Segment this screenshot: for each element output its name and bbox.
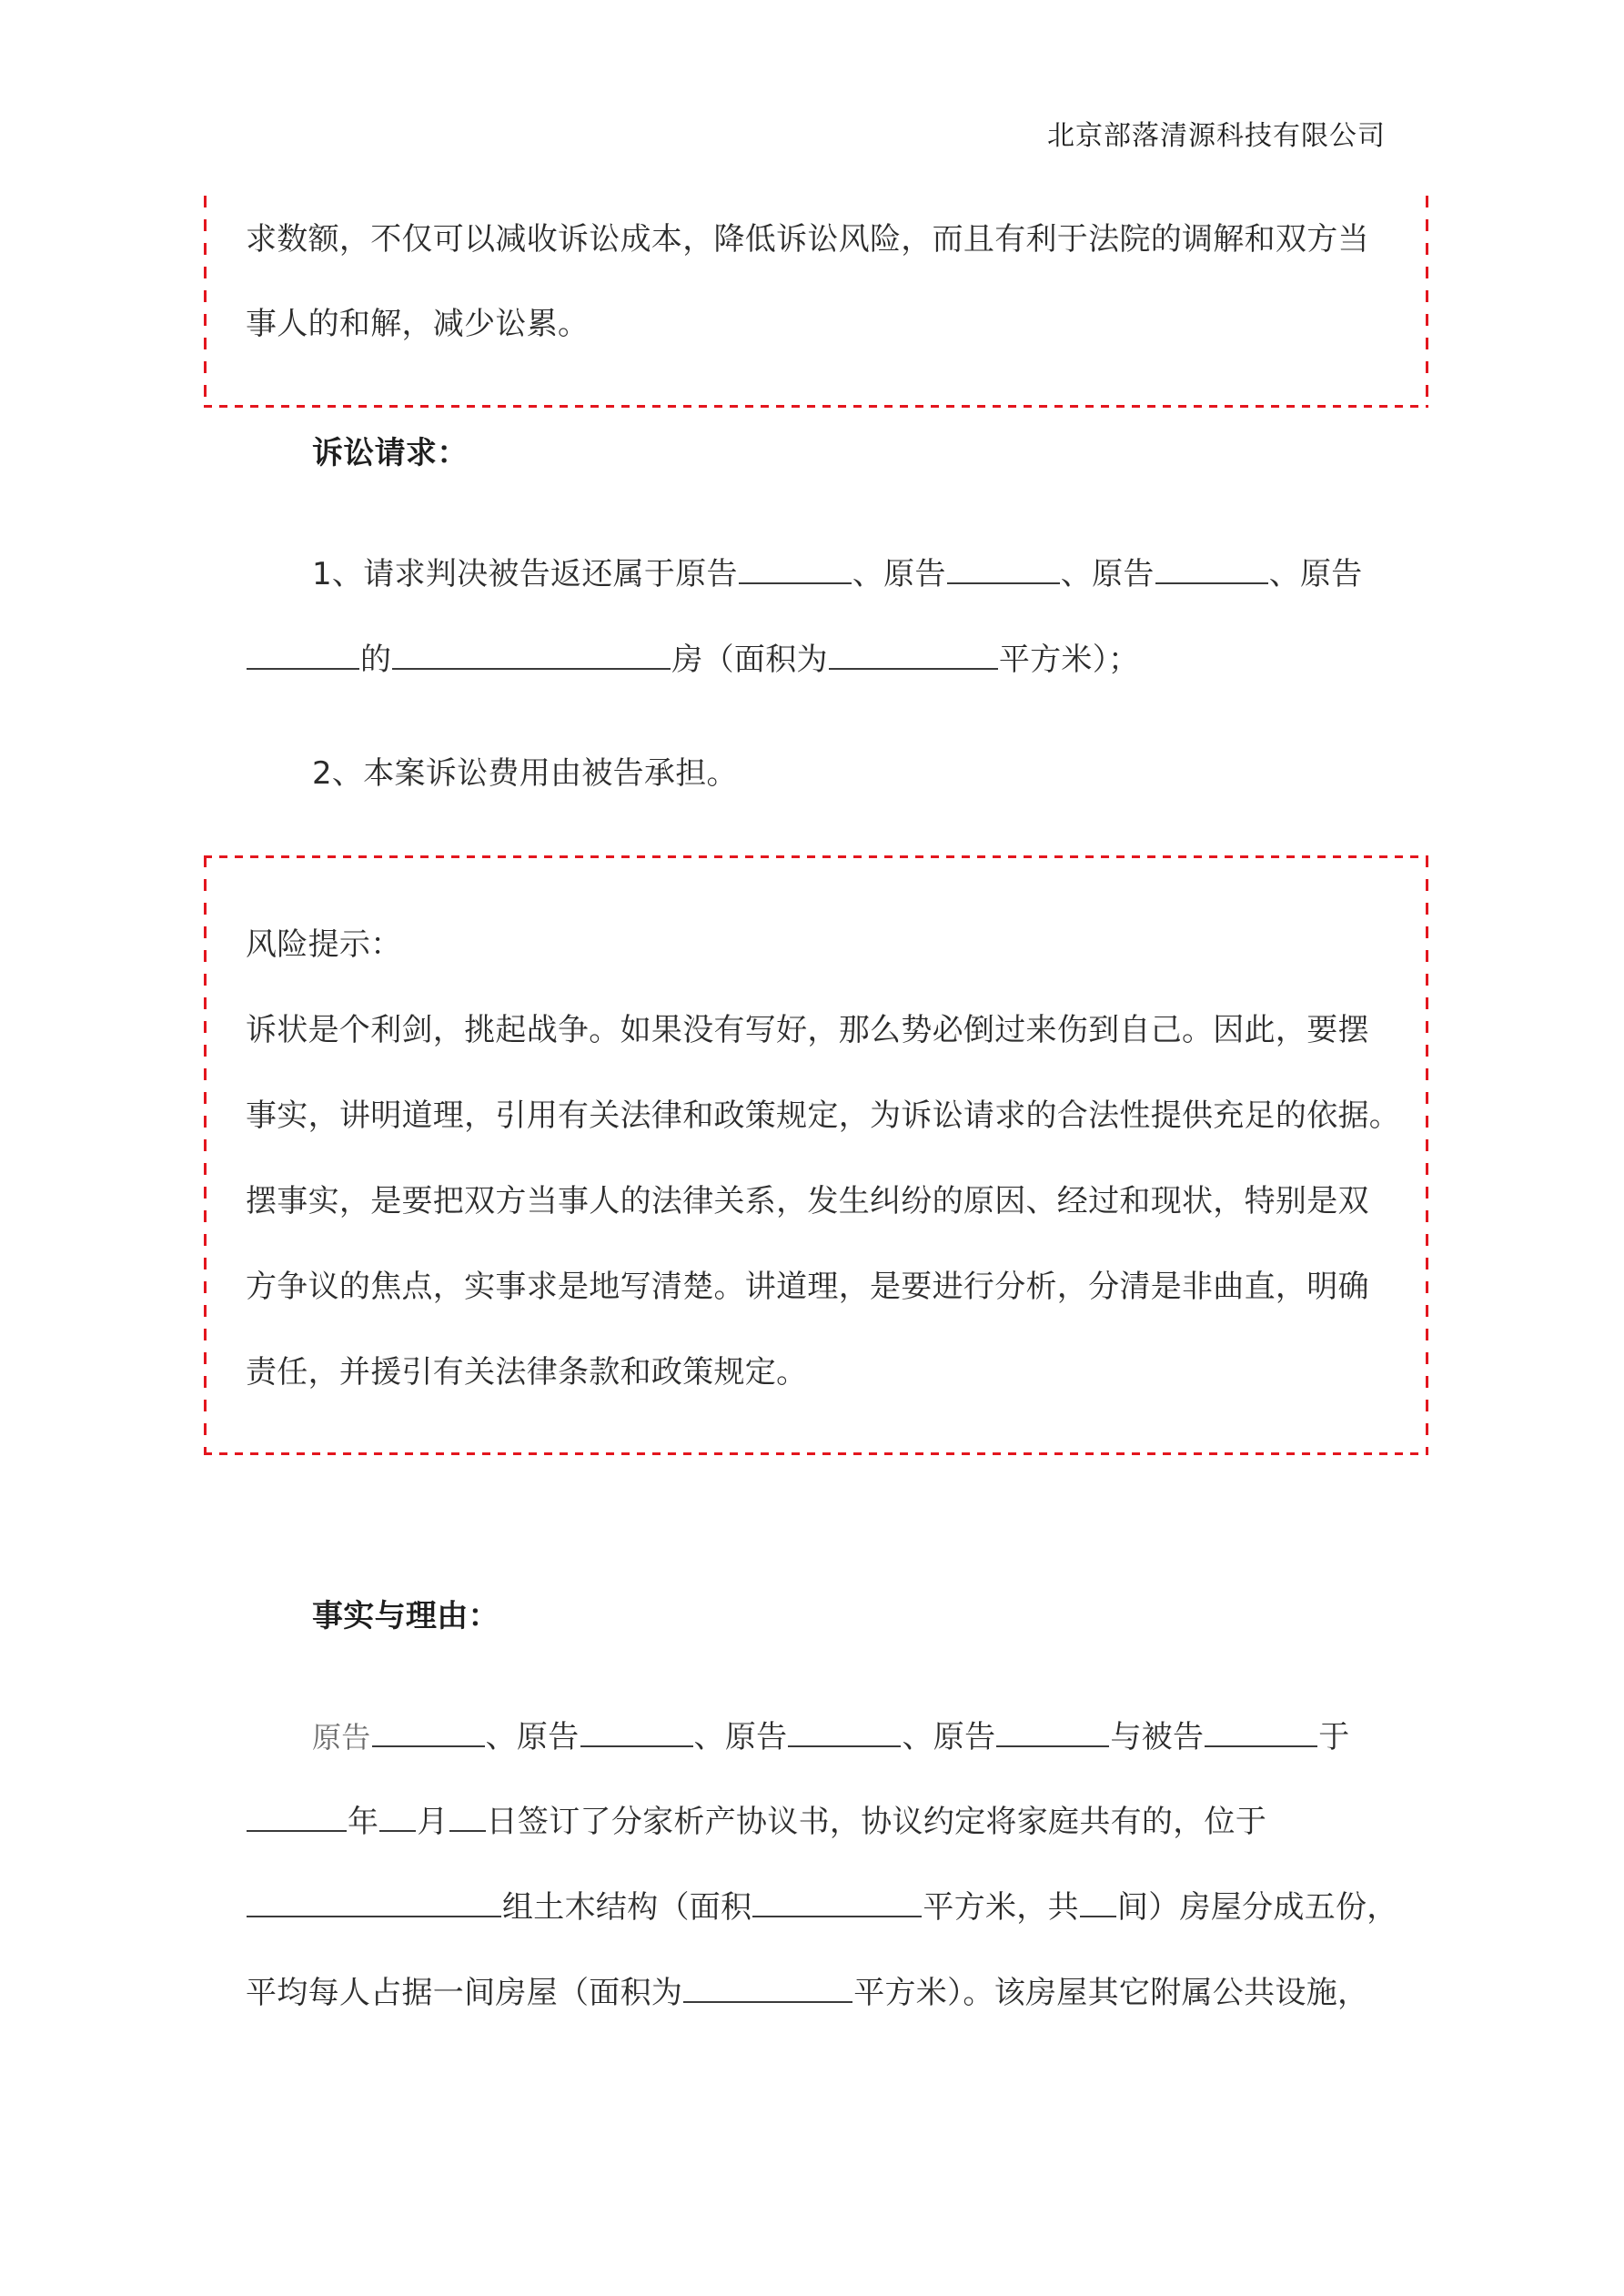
dashed-border-bottom — [204, 1452, 1428, 1455]
separator: 、 — [485, 1719, 517, 1755]
separator: 、 — [1268, 556, 1300, 592]
plaintiff-label: 原告 — [933, 1719, 996, 1755]
dashed-border-bottom — [204, 405, 1428, 408]
dashed-border-right — [1426, 196, 1428, 408]
plaintiff-label: 原告 — [1300, 556, 1363, 592]
facts-line-3 — [246, 1885, 1398, 1926]
risk-tip-line: 方争议的焦点，实事求是地写清楚。讲道理，是要进行分析，分清是非曲直，明确 — [246, 1269, 1369, 1305]
claim-item-1-line1 — [312, 551, 1363, 592]
separator: 、 — [852, 556, 884, 592]
facts-line-4 — [246, 1970, 1368, 2011]
blank-field[interactable] — [392, 637, 671, 670]
blank-field[interactable] — [829, 637, 998, 670]
defendant-label: 与被告 — [1110, 1719, 1205, 1755]
facts-heading: 事实与理由： — [312, 1598, 499, 1634]
dashed-border-right — [1426, 855, 1428, 1455]
blank-field[interactable] — [580, 1714, 693, 1747]
risk-tip-title: 风险提示： — [246, 926, 402, 963]
facts-text: 日签订了分家析产协议书，协议约定将家庭共有的，位于 — [486, 1804, 1267, 1840]
claim-text: 平方米）； — [998, 642, 1140, 678]
claim-item-1-line2 — [246, 637, 1139, 678]
plaintiff-label: 原告 — [1092, 556, 1155, 592]
dashed-border-left — [204, 196, 207, 408]
area-blank[interactable] — [752, 1885, 922, 1917]
blank-field[interactable] — [947, 551, 1060, 584]
plaintiff-label: 原告 — [312, 1720, 371, 1755]
plaintiff-label: 原告 — [883, 556, 946, 592]
separator: 、 — [902, 1719, 933, 1755]
blank-field[interactable] — [247, 637, 359, 670]
blank-field[interactable] — [1155, 551, 1268, 584]
blank-field[interactable] — [788, 1714, 901, 1747]
rooms-blank[interactable] — [1080, 1885, 1116, 1917]
claims-heading: 诉讼请求： — [312, 435, 469, 471]
blank-field[interactable] — [1205, 1714, 1317, 1747]
facts-text: 平方米）。该房屋其它附属公共设施， — [853, 1975, 1369, 2011]
dashed-border-left — [204, 855, 207, 1455]
claim-text: 的 — [360, 642, 392, 678]
risk-tip-line: 责任，并援引有关法律条款和政策规定。 — [246, 1354, 808, 1391]
facts-text: 平方米，共 — [923, 1889, 1079, 1926]
claim-text: 房（面积为 — [671, 642, 828, 678]
day-blank[interactable] — [449, 1799, 486, 1832]
area-blank[interactable] — [683, 1970, 852, 2003]
separator: 、 — [1060, 556, 1093, 592]
facts-text: 于 — [1318, 1719, 1350, 1755]
tip-line: 事人的和解，减少讼累。 — [246, 306, 590, 342]
facts-text: 月 — [417, 1804, 449, 1840]
blank-field[interactable] — [372, 1714, 485, 1747]
company-header: 北京部落清源科技有限公司 — [1047, 120, 1386, 152]
facts-text: 组土木结构（面积 — [502, 1889, 752, 1926]
claim-item-2: 2、本案诉讼费用由被告承担。 — [312, 755, 738, 792]
location-blank[interactable] — [247, 1885, 501, 1917]
facts-text: 平均每人占据一间房屋（面积为 — [246, 1975, 683, 2011]
risk-tip-line: 事实，讲明道理，引用有关法律和政策规定，为诉讼请求的合法性提供充足的依据。 — [246, 1097, 1401, 1134]
facts-line-1 — [312, 1714, 1350, 1755]
facts-text: 间）房屋分成五份， — [1116, 1889, 1398, 1926]
risk-tip-line: 摆事实，是要把双方当事人的法律关系，发生纠纷的原因、经过和现状，特别是双 — [246, 1183, 1369, 1219]
year-blank[interactable] — [247, 1799, 347, 1832]
facts-text: 年 — [348, 1804, 379, 1840]
dashed-border-top — [204, 855, 1428, 858]
blank-field[interactable] — [739, 551, 852, 584]
month-blank[interactable] — [379, 1799, 416, 1832]
facts-line-2 — [246, 1799, 1266, 1840]
separator: 、 — [693, 1719, 725, 1755]
blank-field[interactable] — [996, 1714, 1109, 1747]
plaintiff-label: 原告 — [724, 1719, 788, 1755]
plaintiff-label: 原告 — [516, 1719, 580, 1755]
tip-line: 求数额，不仅可以减收诉讼成本，降低诉讼风险，而且有利于法院的调解和双方当 — [246, 221, 1369, 258]
risk-tip-line: 诉状是个利剑，挑起战争。如果没有写好，那么势必倒过来伤到自己。因此，要摆 — [246, 1012, 1369, 1048]
claim-1-prefix: 1、请求判决被告返还属于原告 — [312, 556, 738, 592]
